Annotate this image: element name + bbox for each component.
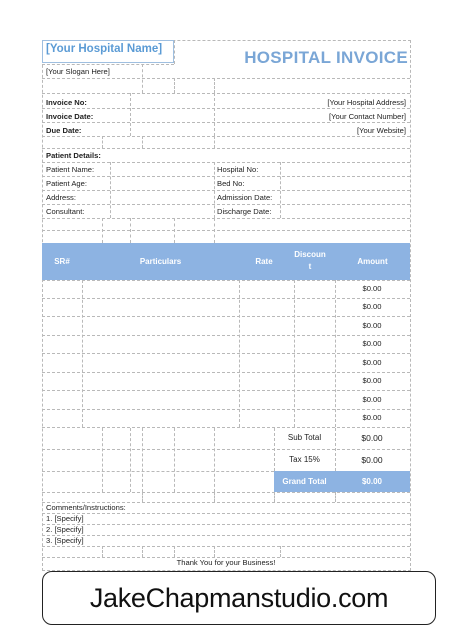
table-row-amount: $0.00 (362, 321, 382, 330)
watermark-banner (42, 571, 436, 625)
patient-name-label: Patient Name: (46, 165, 95, 174)
patient-age-label: Patient Age: (46, 179, 87, 188)
column-amount: Amount (357, 257, 388, 266)
discharge-date-label: Discharge Date: (217, 207, 272, 216)
tax-value: $0.00 (361, 455, 383, 465)
hospital-no-label: Hospital No: (217, 165, 259, 174)
invoice-title: HOSPITAL INVOICE (244, 48, 408, 67)
grand-total-label: Grand Total (282, 477, 327, 486)
admission-date-label: Admission Date: (217, 193, 273, 202)
due-date-label: Due Date: (46, 126, 82, 135)
comment-item[interactable]: 3. [Specify] (46, 536, 84, 545)
patient-address-label: Address: (46, 193, 76, 202)
patient-details-label: Patient Details: (46, 151, 101, 160)
consultant-label: Consultant: (46, 207, 85, 216)
table-row-amount: $0.00 (362, 284, 382, 293)
table-row-amount: $0.00 (362, 376, 382, 385)
table-row-amount: $0.00 (362, 358, 382, 367)
comment-item[interactable]: 1. [Specify] (46, 514, 84, 523)
column-sr: SR# (54, 257, 70, 266)
comment-item[interactable]: 2. [Specify] (46, 525, 84, 534)
column-rate: Rate (255, 257, 273, 266)
column-discount: Discoun t (294, 250, 326, 271)
website[interactable]: [Your Website] (357, 126, 406, 135)
table-row-amount: $0.00 (362, 339, 382, 348)
subtotal-value: $0.00 (361, 433, 383, 443)
grand-total-value: $0.00 (361, 477, 383, 486)
subtotal-label: Sub Total (287, 433, 322, 442)
contact-number[interactable]: [Your Contact Number] (329, 112, 406, 121)
item-rows (42, 280, 410, 428)
comments-label: Comments/Instructions: (46, 503, 126, 512)
hospital-slogan[interactable]: [Your Slogan Here] (46, 67, 110, 76)
thank-you-note: Thank You for your Business! (176, 558, 276, 567)
tax-label: Tax 15% (289, 455, 320, 464)
hospital-name[interactable]: [Your Hospital Name] (46, 43, 163, 55)
bed-no-label: Bed No: (217, 179, 245, 188)
table-header (42, 243, 410, 280)
grand-total-row (274, 471, 410, 492)
invoice-date-label: Invoice Date: (46, 112, 94, 121)
invoice-no-label: Invoice No: (46, 98, 87, 107)
table-row-amount: $0.00 (362, 395, 382, 404)
watermark-text: JakeChapmanstudio.com (89, 582, 389, 613)
invoice-sheet (42, 40, 410, 570)
hospital-address[interactable]: [Your Hospital Address] (327, 98, 406, 107)
table-row-amount: $0.00 (362, 413, 382, 422)
table-row-amount: $0.00 (362, 302, 382, 311)
column-particulars: Particulars (139, 257, 182, 266)
